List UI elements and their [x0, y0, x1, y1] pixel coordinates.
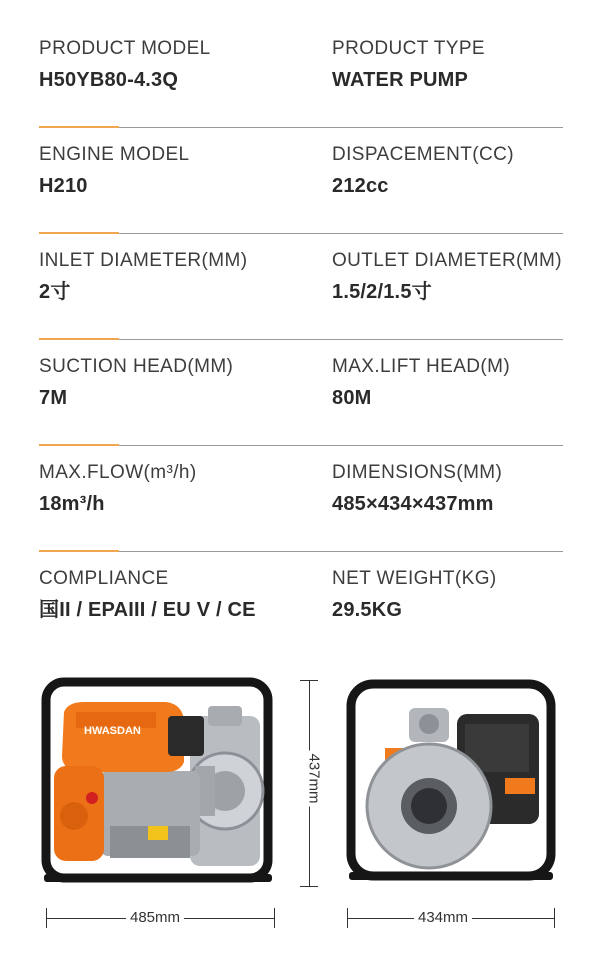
divider: [39, 445, 563, 446]
spec-cell-inlet-diameter: [39, 250, 247, 304]
pump-side-view-image: [40, 676, 276, 886]
divider-accent: [39, 550, 119, 552]
spec-label: ENGINE MODEL: [39, 144, 190, 165]
spec-value: 18m³/h: [39, 493, 105, 515]
spec-row: [0, 356, 600, 462]
spec-label: PRODUCT TYPE: [332, 38, 485, 59]
spec-cell-product-type: [332, 38, 485, 92]
divider: [39, 127, 563, 128]
brand-logo: HWASDAN: [84, 725, 141, 737]
spec-row: [0, 144, 600, 250]
divider-accent: [39, 232, 119, 234]
spec-value: WATER PUMP: [332, 69, 469, 91]
spec-cell-max-lift-head: [332, 356, 510, 410]
spec-cell-product-model: [39, 38, 211, 92]
spec-row: [0, 462, 600, 568]
spec-label: PRODUCT MODEL: [39, 38, 211, 59]
spec-cell-engine-model: [39, 144, 190, 198]
spec-value: 1.5/2/1.5寸: [332, 281, 432, 303]
spec-cell-displacement: [332, 144, 514, 198]
width-dim-right-tick: [274, 908, 275, 928]
divider-accent: [39, 126, 119, 128]
divider-accent: [39, 444, 119, 446]
spec-cell-net-weight: [332, 568, 497, 622]
divider: [39, 551, 563, 552]
spec-value: 212cc: [332, 175, 389, 197]
height-label: 437mm: [306, 750, 323, 806]
height-dim-bottom-tick: [300, 886, 318, 887]
spec-label: OUTLET DIAMETER(MM): [332, 250, 562, 271]
spec-row: [0, 568, 600, 674]
width-label: 485mm: [126, 909, 184, 926]
spec-cell-max-flow: [39, 462, 197, 516]
spec-value: 80M: [332, 387, 372, 409]
spec-row: [0, 38, 600, 144]
depth-label: 434mm: [414, 909, 472, 926]
spec-label: MAX.FLOW(m³/h): [39, 462, 197, 483]
spec-label: MAX.LIFT HEAD(M): [332, 356, 511, 377]
spec-value: 2寸: [39, 281, 71, 303]
spec-value: H50YB80-4.3Q: [39, 69, 179, 91]
divider: [39, 339, 563, 340]
spec-cell-dimensions: [332, 462, 502, 516]
divider: [39, 233, 563, 234]
spec-cell-suction-head: [39, 356, 233, 410]
spec-value: H210: [39, 175, 88, 197]
spec-label: DIMENSIONS(MM): [332, 462, 503, 483]
spec-value: 7M: [39, 387, 68, 409]
spec-label: NET WEIGHT(KG): [332, 568, 497, 589]
spec-label: COMPLIANCE: [39, 568, 169, 589]
spec-label: SUCTION HEAD(MM): [39, 356, 234, 377]
spec-label: DISPACEMENT(CC): [332, 144, 514, 165]
spec-value: 国II / EPAIII / EU V / CE: [39, 599, 256, 621]
spec-label: INLET DIAMETER(MM): [39, 250, 248, 271]
spec-value: 485×434×437mm: [332, 493, 494, 515]
spec-value: 29.5KG: [332, 599, 403, 621]
depth-dim-right-tick: [554, 908, 555, 928]
spec-cell-compliance: [39, 568, 256, 622]
spec-row: [0, 250, 600, 356]
pump-front-view-image: [345, 678, 557, 884]
divider-accent: [39, 338, 119, 340]
spec-cell-outlet-diameter: [332, 250, 562, 304]
